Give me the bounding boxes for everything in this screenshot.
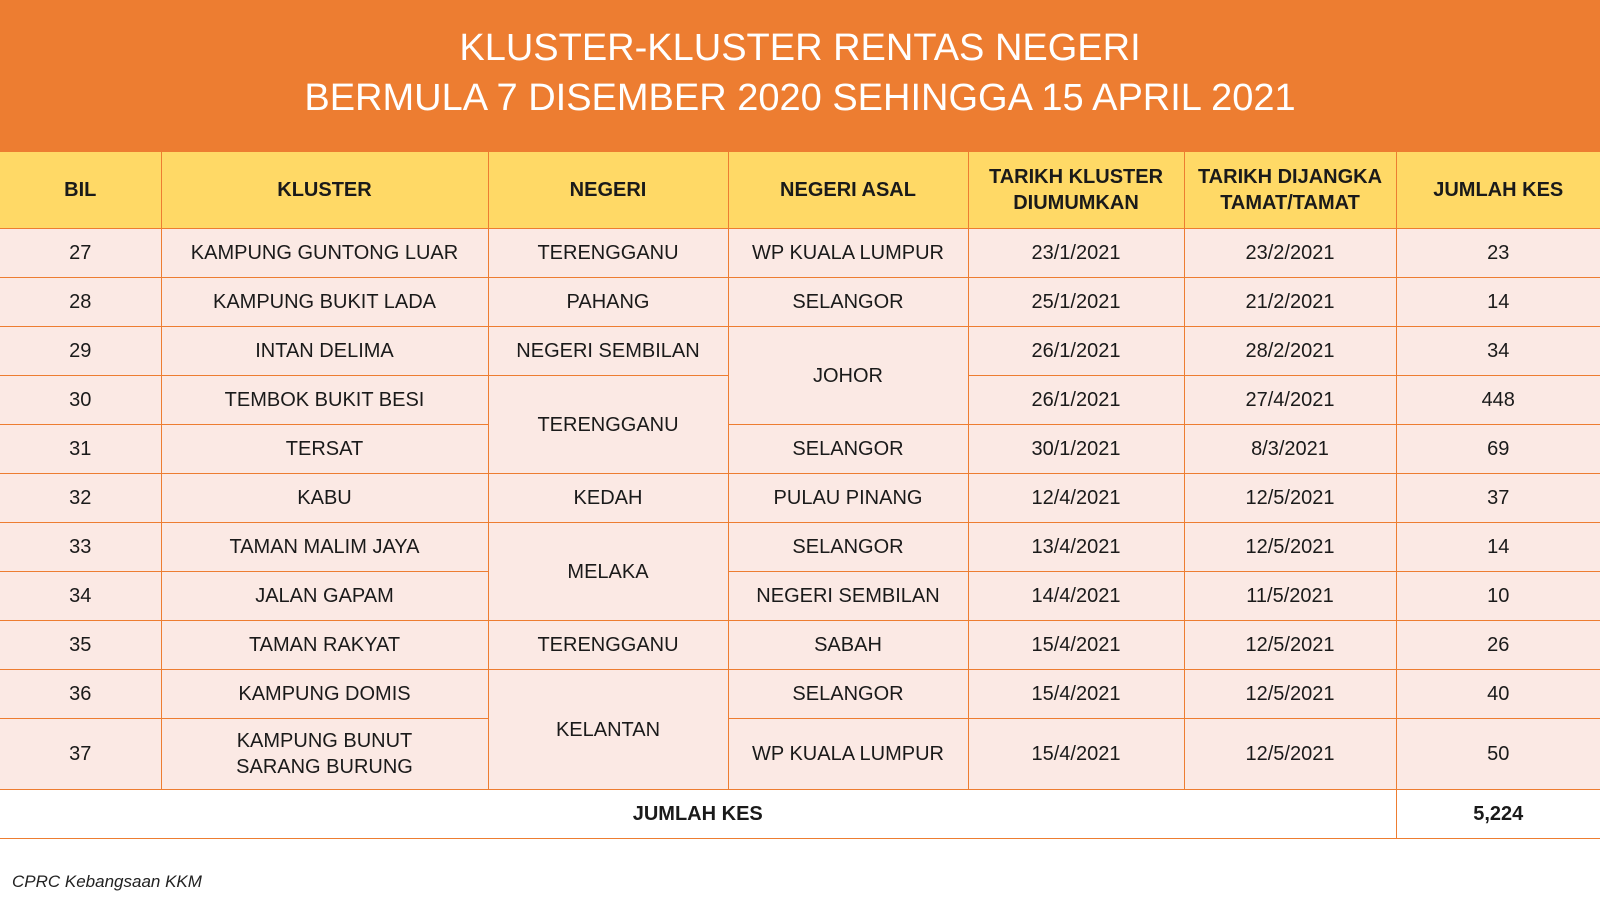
title-line-1: KLUSTER-KLUSTER RENTAS NEGERI bbox=[459, 27, 1141, 69]
cell-negeri-asal: SELANGOR bbox=[728, 523, 968, 572]
cell-kluster bbox=[161, 719, 488, 790]
cluster-table bbox=[0, 152, 1600, 839]
header-tarikh-diumumkan-l2: DIUMUMKAN bbox=[1013, 192, 1139, 214]
cell-kluster: KAMPUNG BUKIT LADA bbox=[161, 278, 488, 327]
cell-negeri-asal: WP KUALA LUMPUR bbox=[728, 719, 968, 790]
cell-diumumkan: 15/4/2021 bbox=[968, 670, 1184, 719]
cell-kes: 448 bbox=[1396, 376, 1600, 425]
cell-negeri-asal: JOHOR bbox=[728, 327, 968, 425]
cell-kluster: INTAN DELIMA bbox=[161, 327, 488, 376]
cell-bil: 37 bbox=[0, 719, 161, 790]
header-kluster: KLUSTER bbox=[161, 152, 488, 229]
table-row bbox=[0, 327, 1600, 376]
cell-tamat: 12/5/2021 bbox=[1184, 719, 1396, 790]
header-tarikh-diumumkan bbox=[968, 152, 1184, 229]
cell-diumumkan: 26/1/2021 bbox=[968, 327, 1184, 376]
source-caption: CPRC Kebangsaan KKM bbox=[12, 872, 202, 891]
cell-negeri: TERENGGANU bbox=[488, 376, 728, 474]
header-bil: BIL bbox=[0, 152, 161, 229]
cell-diumumkan: 14/4/2021 bbox=[968, 572, 1184, 621]
cell-negeri: NEGERI SEMBILAN bbox=[488, 327, 728, 376]
cell-negeri-asal: SABAH bbox=[728, 621, 968, 670]
cell-bil: 27 bbox=[0, 229, 161, 278]
cell-bil: 35 bbox=[0, 621, 161, 670]
cell-tamat: 28/2/2021 bbox=[1184, 327, 1396, 376]
cell-tamat: 11/5/2021 bbox=[1184, 572, 1396, 621]
cell-diumumkan: 15/4/2021 bbox=[968, 719, 1184, 790]
header-jumlah-kes: JUMLAH KES bbox=[1396, 152, 1600, 229]
cell-negeri: TERENGGANU bbox=[488, 621, 728, 670]
cell-kluster-l2: SARANG BURUNG bbox=[236, 756, 413, 778]
cell-tamat: 27/4/2021 bbox=[1184, 376, 1396, 425]
cell-bil: 28 bbox=[0, 278, 161, 327]
cell-kes: 26 bbox=[1396, 621, 1600, 670]
total-label: JUMLAH KES bbox=[0, 790, 1396, 839]
cell-kes: 69 bbox=[1396, 425, 1600, 474]
table-row bbox=[0, 229, 1600, 278]
cell-diumumkan: 15/4/2021 bbox=[968, 621, 1184, 670]
cell-negeri-asal: PULAU PINANG bbox=[728, 474, 968, 523]
cell-kluster: KAMPUNG GUNTONG LUAR bbox=[161, 229, 488, 278]
table-row bbox=[0, 425, 1600, 474]
cell-diumumkan: 26/1/2021 bbox=[968, 376, 1184, 425]
cell-diumumkan: 23/1/2021 bbox=[968, 229, 1184, 278]
cell-kluster: JALAN GAPAM bbox=[161, 572, 488, 621]
table-row bbox=[0, 278, 1600, 327]
cell-bil: 32 bbox=[0, 474, 161, 523]
cell-negeri-asal: WP KUALA LUMPUR bbox=[728, 229, 968, 278]
table-row bbox=[0, 719, 1600, 790]
cell-diumumkan: 12/4/2021 bbox=[968, 474, 1184, 523]
cell-negeri-asal: SELANGOR bbox=[728, 425, 968, 474]
cell-kes: 40 bbox=[1396, 670, 1600, 719]
cell-tamat: 8/3/2021 bbox=[1184, 425, 1396, 474]
table-row bbox=[0, 670, 1600, 719]
cell-tamat: 12/5/2021 bbox=[1184, 523, 1396, 572]
cell-negeri: KEDAH bbox=[488, 474, 728, 523]
cell-bil: 36 bbox=[0, 670, 161, 719]
cell-kluster: KABU bbox=[161, 474, 488, 523]
table-row bbox=[0, 621, 1600, 670]
cell-bil: 33 bbox=[0, 523, 161, 572]
cell-kluster: TAMAN MALIM JAYA bbox=[161, 523, 488, 572]
cell-tamat: 23/2/2021 bbox=[1184, 229, 1396, 278]
cell-kes: 14 bbox=[1396, 278, 1600, 327]
cell-bil: 34 bbox=[0, 572, 161, 621]
header-tarikh-tamat bbox=[1184, 152, 1396, 229]
cell-kes: 50 bbox=[1396, 719, 1600, 790]
cell-negeri: MELAKA bbox=[488, 523, 728, 621]
cell-bil: 30 bbox=[0, 376, 161, 425]
cell-kes: 10 bbox=[1396, 572, 1600, 621]
cell-kluster: TAMAN RAKYAT bbox=[161, 621, 488, 670]
cell-tamat: 12/5/2021 bbox=[1184, 621, 1396, 670]
cell-kluster-l1: KAMPUNG BUNUT bbox=[236, 730, 413, 752]
cell-negeri-asal: NEGERI SEMBILAN bbox=[728, 572, 968, 621]
cell-negeri-asal: SELANGOR bbox=[728, 670, 968, 719]
cell-kes: 34 bbox=[1396, 327, 1600, 376]
cell-kes: 37 bbox=[1396, 474, 1600, 523]
cell-negeri-asal: SELANGOR bbox=[728, 278, 968, 327]
cell-diumumkan: 25/1/2021 bbox=[968, 278, 1184, 327]
cell-tamat: 12/5/2021 bbox=[1184, 670, 1396, 719]
table-row bbox=[0, 572, 1600, 621]
header-tarikh-diumumkan-l1: TARIKH KLUSTER bbox=[988, 166, 1164, 188]
title-line-2: BERMULA 7 DISEMBER 2020 SEHINGGA 15 APRIL 2021 bbox=[304, 77, 1296, 119]
cell-negeri: PAHANG bbox=[488, 278, 728, 327]
header-tarikh-tamat-l2: TAMAT/TAMAT bbox=[1220, 192, 1360, 214]
cell-kes: 23 bbox=[1396, 229, 1600, 278]
cell-diumumkan: 13/4/2021 bbox=[968, 523, 1184, 572]
cell-kes: 14 bbox=[1396, 523, 1600, 572]
header-negeri: NEGERI bbox=[488, 152, 728, 229]
table-row bbox=[0, 523, 1600, 572]
cell-bil: 31 bbox=[0, 425, 161, 474]
header-row bbox=[0, 152, 1600, 229]
total-value: 5,224 bbox=[1396, 790, 1600, 839]
cell-bil: 29 bbox=[0, 327, 161, 376]
cell-negeri: TERENGGANU bbox=[488, 229, 728, 278]
cell-kluster: TEMBOK BUKIT BESI bbox=[161, 376, 488, 425]
header-negeri-asal: NEGERI ASAL bbox=[728, 152, 968, 229]
header-tarikh-tamat-l1: TARIKH DIJANGKA bbox=[1197, 166, 1383, 188]
table-row bbox=[0, 474, 1600, 523]
cell-kluster: KAMPUNG DOMIS bbox=[161, 670, 488, 719]
cell-tamat: 12/5/2021 bbox=[1184, 474, 1396, 523]
cell-kluster: TERSAT bbox=[161, 425, 488, 474]
title-banner bbox=[0, 0, 1600, 152]
cell-diumumkan: 30/1/2021 bbox=[968, 425, 1184, 474]
cell-negeri: KELANTAN bbox=[488, 670, 728, 790]
cell-tamat: 21/2/2021 bbox=[1184, 278, 1396, 327]
total-row bbox=[0, 790, 1600, 839]
